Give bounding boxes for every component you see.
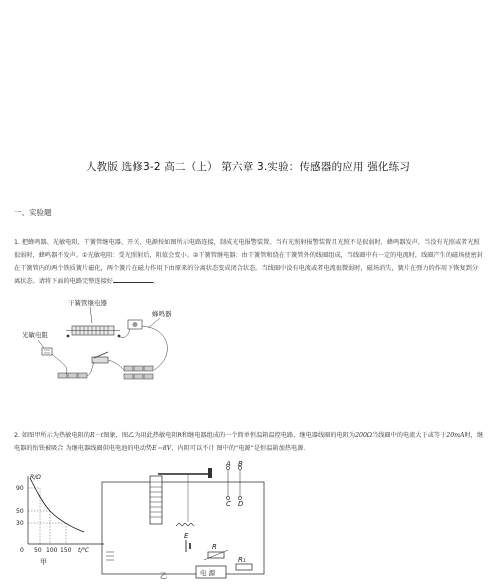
section-heading: 一、实验题: [14, 208, 52, 217]
buzzer-label: 蜂鸣器: [152, 310, 172, 318]
document-title: 人教版 选修3-2 高二（上） 第六章 3.实验：传感器的应用 强化练习: [85, 161, 411, 173]
graph-ytick-50: 50: [16, 508, 24, 515]
terminal-b: B: [238, 460, 243, 468]
relay-label: 干簧管继电器: [68, 299, 107, 307]
circuit-caption: 乙: [160, 572, 167, 580]
question-2-text-a: 2. 如图甲所示为热敏电阻的: [14, 432, 90, 439]
q1-circuit-figure: [20, 296, 210, 390]
graph-ylabel: R/Ω: [30, 474, 41, 481]
thermistor-label: R: [212, 543, 217, 551]
answer-blank[interactable]: [113, 282, 153, 283]
question-1: [14, 236, 484, 288]
rt-symbol: R－t: [89, 432, 104, 439]
graph-xtick-150: 150: [60, 547, 72, 554]
graph-xtick-100: 100: [46, 547, 58, 554]
graph-curve: [30, 478, 84, 532]
battery-e: [186, 540, 190, 552]
photoresistor: [42, 348, 52, 355]
graph-ytick-30: 30: [16, 520, 24, 527]
rt-graph: [14, 470, 110, 578]
graph-caption: 甲: [40, 558, 47, 566]
graph-xtick-50: 50: [34, 547, 42, 554]
terminal-d: D: [238, 500, 244, 508]
current-value: 20mA: [446, 432, 465, 439]
terminal-c: C: [226, 500, 231, 508]
question-1-end: 。: [153, 278, 160, 285]
thermostat-circuit: [100, 456, 270, 584]
question-2-text-b: 图象，图乙为用此热敏电阻R和继电器组成的一个简单恒温箱温控电路，继电器线圈的电阻为: [103, 432, 356, 439]
emf-value: E＝8V: [152, 445, 172, 452]
question-1-text: 1. 把蜂鸣器、光敏电阻、干簧管继电器、开关、电源按如图所示电路连接，制成光电报警装置。当有光照射报警装置且光照不是很弱时，蜂鸣器发声，当没有光照或者光照很弱时，蜂鸣器不发声。①光敏电阻：受光照射后，阻值会变小。②干簧管继电器：由干簧管和绕在干簧管外的线圈组成，当线圈中有一定的电流时，线圈产生的磁场使密封在干簧管内的两个铁质簧片磁化，两个簧片在磁力作用下由原来的分离状态变成闭合状态。当线圈中没有电流或者电流很微弱时，磁场消失，簧片在弹力的作用下恢复到分离状态。请将下面的电路完整连接好: [14, 239, 483, 285]
r1-label: R₁: [238, 556, 246, 564]
terminal-a: A: [226, 460, 231, 468]
graph-xlabel: t/℃: [78, 547, 90, 554]
battery-right: [124, 366, 153, 379]
graph-ytick-90: 90: [16, 485, 24, 492]
relay-coil: [150, 476, 162, 524]
switch: [92, 352, 108, 363]
graph-origin: 0: [20, 547, 24, 554]
buzzer: [128, 320, 142, 329]
reed-relay: [66, 326, 120, 337]
question-2-text-d: 时，继电器的衔铁被吸合 为继电器线圈供电电池的电动势: [14, 432, 484, 452]
resistance-value: 200Ω: [355, 432, 373, 439]
photoresistor-label: 光敏电阻: [22, 331, 48, 339]
battery-left: [58, 373, 87, 378]
question-2: [14, 429, 484, 455]
question-2-text-c: 当线圈中的电流大于或等于: [372, 432, 447, 439]
question-2-text-e: ，内阻可以不计 图中的“电源”是恒温箱加热电源．: [171, 445, 310, 452]
power-source-label: 电 源: [200, 569, 216, 577]
battery-label: E: [184, 532, 189, 540]
